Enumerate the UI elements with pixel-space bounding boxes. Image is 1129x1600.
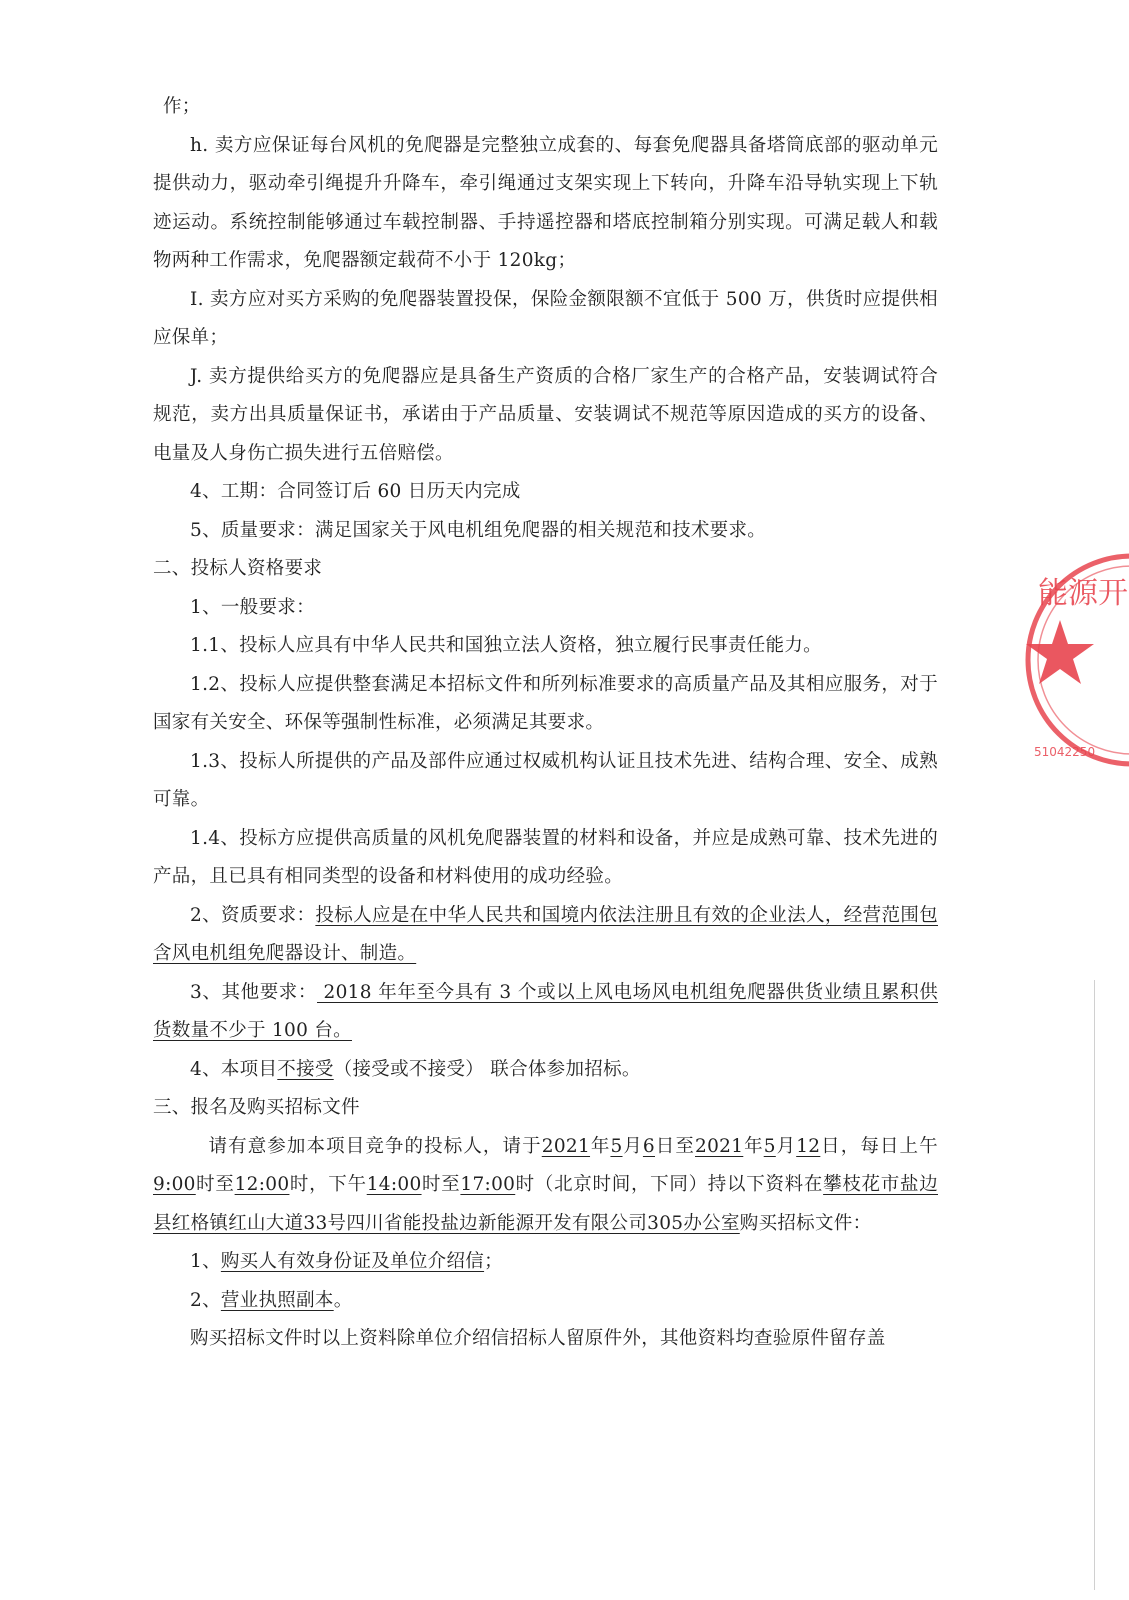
day-to-unit: 日至 bbox=[655, 1135, 696, 1157]
end-year: 2021 bbox=[695, 1135, 744, 1157]
paragraph-general-requirements: 1、一般要求： bbox=[190, 596, 315, 618]
seal-code: 51042250 bbox=[1034, 745, 1096, 759]
paragraph-closing-note: 购买招标文件时以上资料除单位介绍信招标人留原件外，其他资料均查验原件留存盖 bbox=[190, 1328, 886, 1349]
afternoon-start-time: 14:00 bbox=[366, 1174, 422, 1195]
start-month: 5 bbox=[610, 1135, 623, 1157]
year-unit: 年 bbox=[743, 1135, 764, 1157]
hour-to-unit: 时至 bbox=[421, 1174, 461, 1195]
item-2-end: 。 bbox=[333, 1289, 353, 1311]
paragraph-continuation: 作； bbox=[163, 96, 201, 117]
after-address-text: 购买招标文件： bbox=[739, 1212, 872, 1234]
section-heading-bidder-qualifications: 二、投标人资格要求 bbox=[153, 558, 323, 579]
seal-text: 能源开 bbox=[1038, 576, 1128, 611]
afternoon-end-time: 17:00 bbox=[460, 1174, 516, 1195]
consortium-suffix: 联合体参加招标。 bbox=[484, 1058, 641, 1080]
day-unit: 日， bbox=[820, 1135, 861, 1157]
paragraph-clause-h: h. 卖方应保证每台风机的免爬器是完整独立成套的、每套免爬器具备塔筒底部的驱动单元提供动力，驱动牵引绳提升升降车，牵引绳通过支架实现上下转向，升降车沿导轨实现上下轨迹运动。系统控制能够通过车载控制器、手持遥控器和塔底控制箱分别实现。可满足载人和载物两种工作需求，免爬器额定载荷不小于 120kg； bbox=[153, 134, 938, 271]
seal-star-icon bbox=[1026, 620, 1094, 684]
paragraph-req-1-2: 1.2、投标人应提供整套满足本招标文件和所列标准要求的高质量产品及其相应服务，对于国家有关安全、环保等强制性标准，必须满足其要求。 bbox=[153, 673, 938, 733]
paragraph-req-1-3: 1.3、投标人所提供的产品及部件应通过权威机构认证且技术先进、结构合理、安全、成熟可靠。 bbox=[153, 750, 938, 810]
paragraph-other-requirements bbox=[153, 974, 938, 1051]
item-2-text: 营业执照副本 bbox=[220, 1289, 334, 1311]
item-2-label: 2、 bbox=[190, 1289, 221, 1311]
month-unit: 月 bbox=[622, 1135, 643, 1157]
scan-edge-line bbox=[1094, 980, 1095, 1590]
qualification-label: 2、资质要求： bbox=[190, 904, 316, 926]
consortium-prefix: 4、本项目 bbox=[190, 1058, 278, 1080]
item-1-end: ； bbox=[484, 1251, 503, 1272]
paragraph-clause-i: I. 卖方应对买方采购的免爬器装置投保，保险金额限额不宜低于 500 万，供货时应提供相应保单； bbox=[153, 288, 938, 348]
other-label: 3、其他要求： bbox=[190, 981, 318, 1003]
qualification-text: 投标人应是在中华人民共和国境内依法注册且有效的企业法人，经营范围包含风电机组免爬器设计、制造。 bbox=[153, 904, 938, 964]
paragraph-required-item-2 bbox=[153, 1282, 938, 1321]
item-1-text: 购买人有效身份证及单位介绍信 bbox=[220, 1251, 485, 1272]
section-heading-registration: 三、报名及购买招标文件 bbox=[153, 1097, 360, 1118]
end-month: 5 bbox=[763, 1135, 776, 1157]
paragraph-req-1-1: 1.1、投标人应具有中华人民共和国独立法人资格，独立履行民事责任能力。 bbox=[190, 635, 822, 656]
document-body bbox=[153, 88, 938, 1359]
morning-prefix: 每日上午 bbox=[860, 1135, 938, 1157]
morning-start-time: 9:00 bbox=[153, 1174, 196, 1195]
paragraph-consortium bbox=[153, 1051, 938, 1090]
other-text: 2018 年年至今具有 3 个或以上风电场风电机组免爬器供货业绩且累积供货数量不少于 100 台。 bbox=[153, 981, 938, 1041]
end-day: 12 bbox=[796, 1135, 821, 1157]
start-day: 6 bbox=[642, 1135, 655, 1157]
consortium-value: 不接受 bbox=[277, 1058, 334, 1080]
morning-end-time: 12:00 bbox=[234, 1174, 290, 1195]
start-year: 2021 bbox=[541, 1135, 591, 1157]
purchase-address: 攀枝花市盐边县红格镇红山大道33号四川省能投盐边新能源开发有限公司305办公室 bbox=[153, 1174, 938, 1234]
paragraph-qualification-requirements bbox=[153, 897, 938, 974]
paragraph-required-item-1 bbox=[153, 1243, 938, 1282]
after-time-text: 时（北京时间，下同）持以下资料在 bbox=[515, 1174, 824, 1195]
paragraph-registration-details bbox=[153, 1128, 938, 1244]
consortium-middle: （接受或不接受） bbox=[333, 1058, 485, 1080]
company-seal-stamp bbox=[1020, 548, 1129, 778]
item-1-label: 1、 bbox=[190, 1251, 221, 1272]
paragraph-clause-j: J. 卖方提供给买方的免爬器应是具备生产资质的合格厂家生产的合格产品，安装调试符合规范，卖方出具质量保证书，承诺由于产品质量、安装调试不规范等原因造成的买方的设备、电量及人身伤亡损失进行五倍赔偿。 bbox=[153, 365, 938, 464]
paragraph-quality: 5、质量要求：满足国家关于风电机组免爬器的相关规范和技术要求。 bbox=[190, 519, 767, 541]
registration-intro: 请有意参加本项目竞争的投标人，请于 bbox=[208, 1135, 542, 1157]
paragraph-schedule: 4、工期：合同签订后 60 日历天内完成 bbox=[190, 481, 521, 502]
paragraph-req-1-4: 1.4、投标方应提供高质量的风机免爬器装置的材料和设备，并应是成熟可靠、技术先进的产品，且已具有相同类型的设备和材料使用的成功经验。 bbox=[153, 827, 938, 887]
year-unit: 年 bbox=[590, 1135, 611, 1157]
month-unit: 月 bbox=[775, 1135, 797, 1157]
hour-to-unit: 时至 bbox=[195, 1174, 235, 1195]
afternoon-prefix: 时，下午 bbox=[289, 1174, 367, 1195]
